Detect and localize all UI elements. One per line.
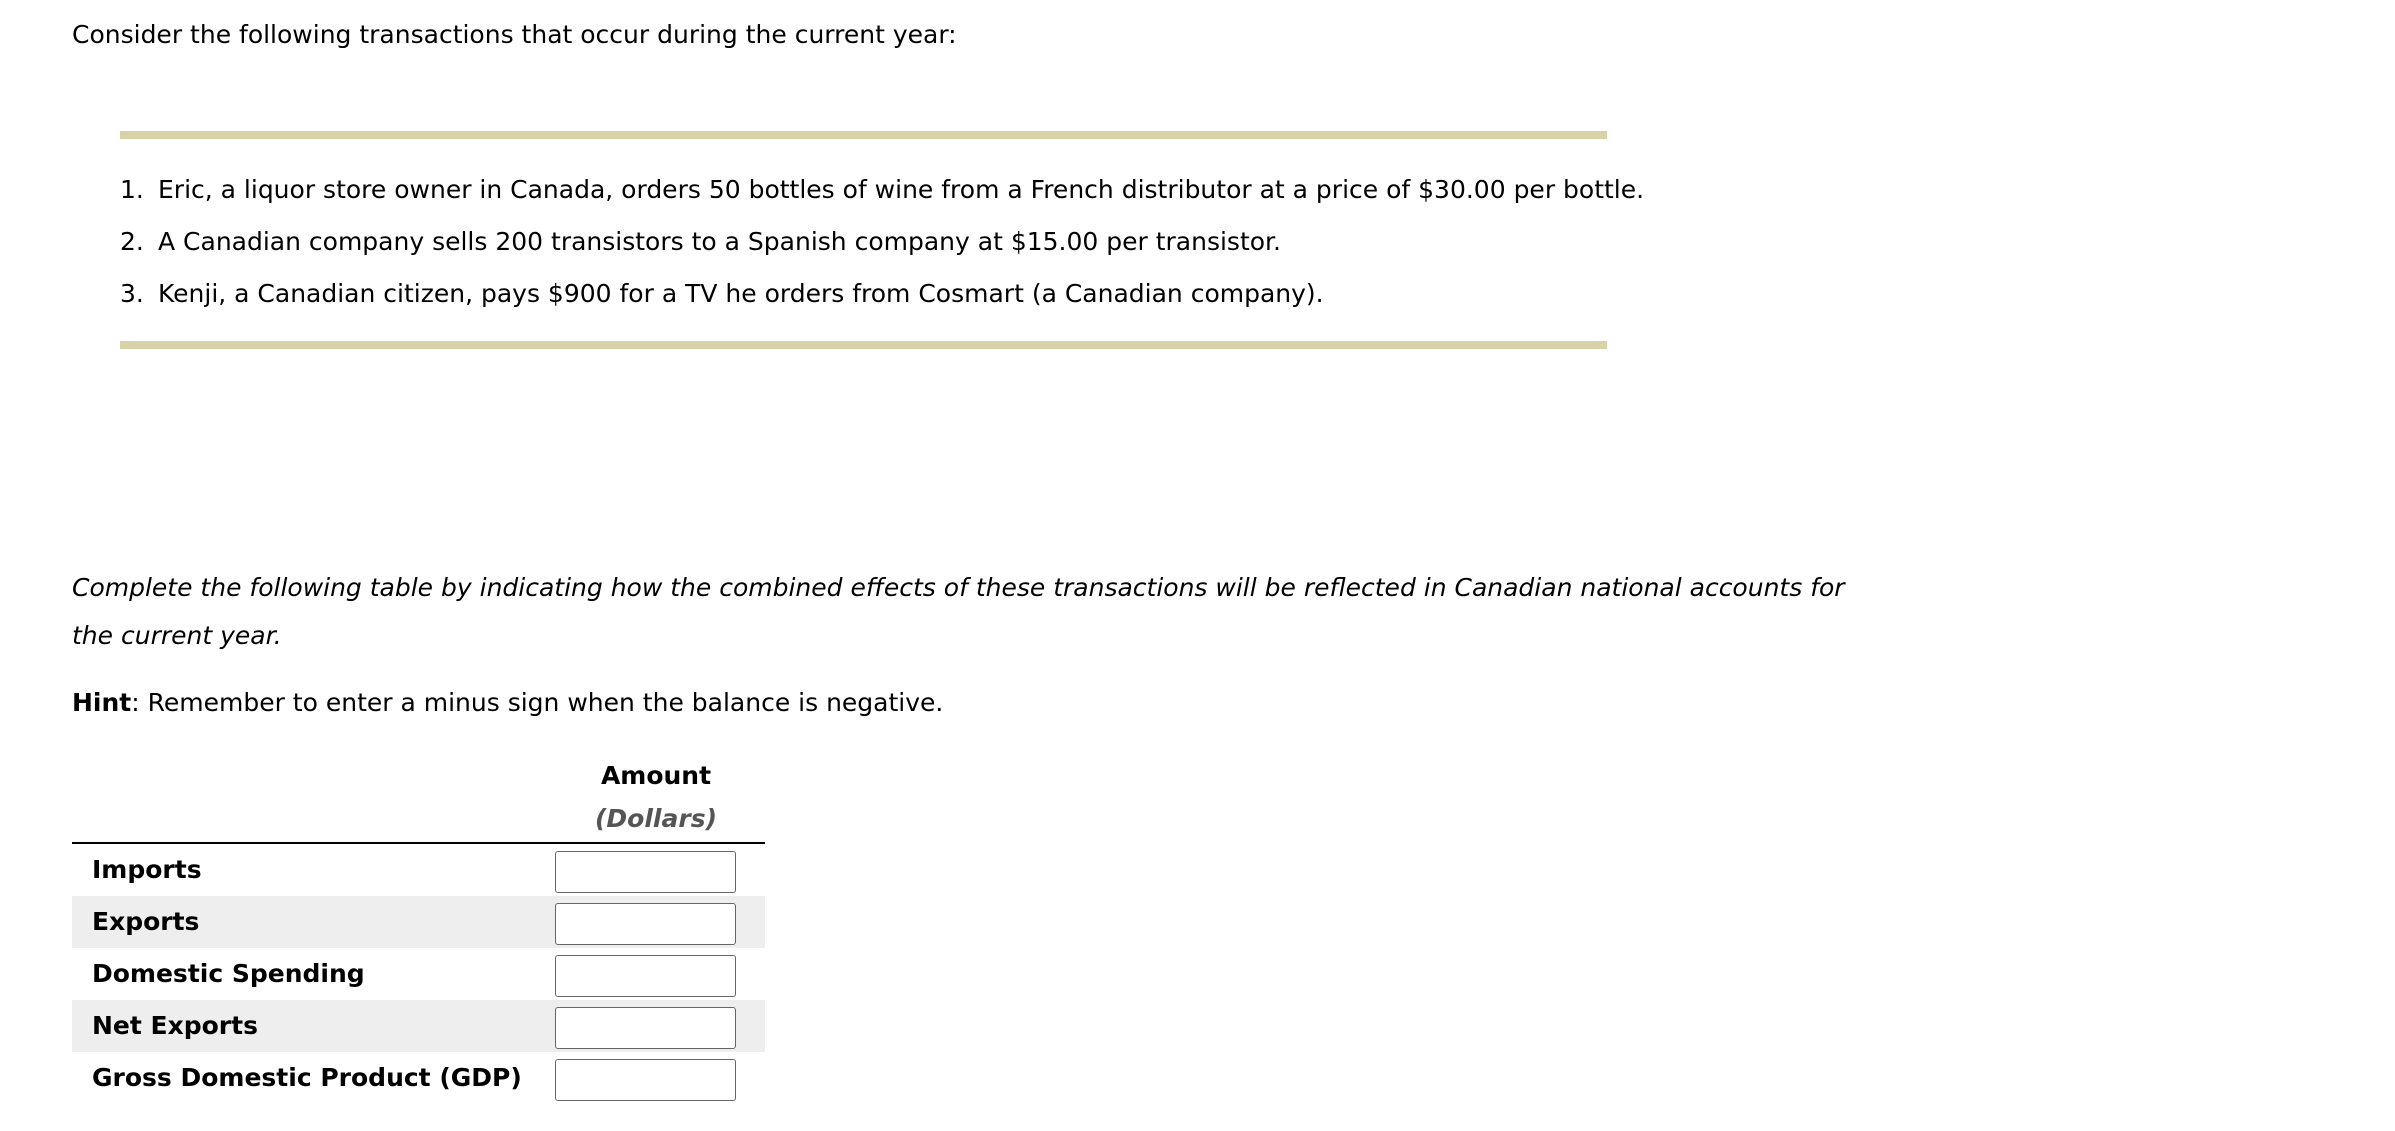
answer-table [72,754,765,1104]
table-row-domestic-spending [72,948,765,1000]
transaction-item [120,164,1645,216]
hint-text: : Remember to enter a minus sign when the balance is negative. [131,688,944,717]
transactions-panel [120,131,1645,349]
transaction-number: 2. [120,227,144,256]
table-header [72,754,765,844]
transaction-number: 1. [120,175,144,204]
table-row-imports [72,844,765,896]
transaction-text: Kenji, a Canadian citizen, pays $900 for a TV he orders from Cosmart (a Canadian company). [158,279,1324,308]
net-exports-input[interactable] [555,1007,736,1049]
transaction-item [120,268,1607,320]
dollars-subheader: (Dollars) [595,804,717,833]
domestic-spending-input[interactable] [555,955,736,997]
intro-text: Consider the following transactions that occur during the current year: [72,20,957,49]
row-label: Imports [92,855,202,884]
hint-label: Hint [72,688,132,717]
table-row-net-exports [72,1000,765,1052]
instruction-text: Complete the following table by indicating how the combined effects of these transactions will be reflected in Canadian national accounts for the current year. [72,573,1845,650]
row-label: Net Exports [92,1011,258,1040]
transaction-text: A Canadian company sells 200 transistors to a Spanish company at $15.00 per transistor. [158,227,1281,256]
exports-input[interactable] [555,903,736,945]
transactions-list [120,164,1645,320]
row-label: Exports [92,907,200,936]
transaction-number: 3. [120,279,144,308]
row-label: Gross Domestic Product (GDP) [92,1063,522,1092]
table-row-exports [72,896,765,948]
amount-header: Amount [600,761,712,790]
transaction-text: Eric, a liquor store owner in Canada, orders 50 bottles of wine from a French distributor at a price of $30.00 per bottle. [158,175,1645,204]
transaction-item [120,216,1607,268]
gdp-input[interactable] [555,1059,736,1101]
row-label: Domestic Spending [92,959,365,988]
table-row-gdp [72,1052,765,1104]
hint [72,686,943,720]
imports-input[interactable] [555,851,736,893]
